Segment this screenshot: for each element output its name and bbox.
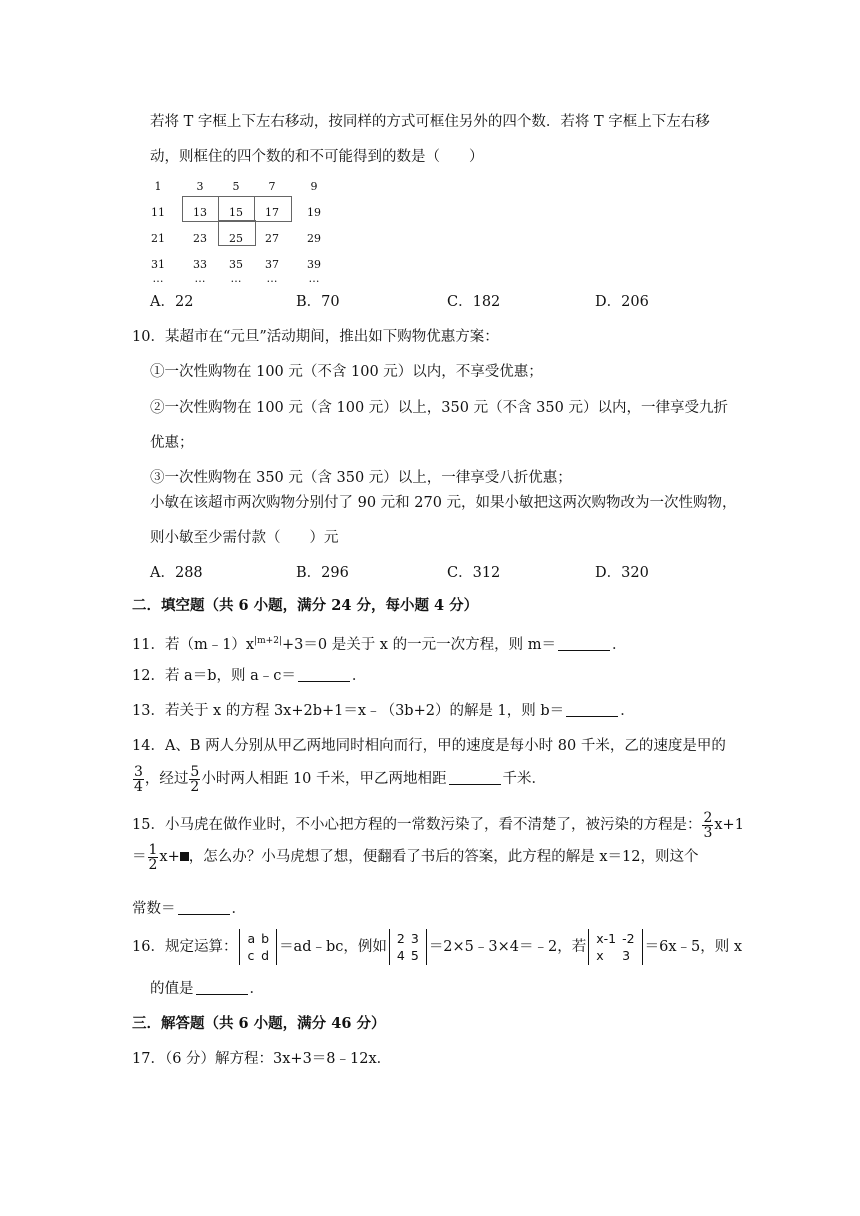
answer-blank[interactable] [558,636,610,651]
section-3-heading: 三．解答题（共 6 小题，满分 46 分） [132,1015,386,1032]
answer-blank[interactable] [178,900,230,915]
fraction: $\frac{2}{3}$ [703,809,713,841]
grid-cell: 11 [151,206,165,219]
q17: 17．（6 分）解方程：3x+3＝8﹣12x． [132,1051,392,1067]
grid-cell: 33 [193,258,207,271]
determinant-example: 2 3 4 5 [389,929,427,965]
q9-line1: 若将 T 字框上下左右移动，按同样的方式可框住另外的四个数．若将 T 字框上下左右移 [150,114,710,130]
grid-cell: 7 [268,180,276,193]
q10-option-c: C．312 [447,565,501,581]
grid-cell: … [266,272,278,285]
q11: 11．若$(m﹣1)x^{|m+2|}+3=0$ 是关于 x 的一元一次方程，则 m＝ ． [132,636,627,653]
grid-cell: 17 [265,206,279,219]
q9-option-d: D．206 [595,294,649,310]
grid-cell: 27 [265,232,279,245]
q14-line2: $\frac{3}{4}$ ，经过 $\frac{5}{2}$ 小时两人相距 10 千米，甲乙两地相距 千米． [134,763,547,795]
grid-cell: … [194,272,206,285]
grid-cell: 15 [229,206,243,219]
q10-rule2-cont: 优惠； [150,435,194,451]
grid-cell: … [230,272,242,285]
q9-option-b: B．70 [296,294,340,310]
q9-option-c: C．182 [447,294,501,310]
grid-cell: 35 [229,258,243,271]
determinant-abcd: a b c d [239,929,277,965]
q15-line1: 15．小马虎在做作业时，不小心把方程的一常数污染了，看不清楚了，被污染的方程是： $\frac{2}{3}$ x+1 [132,809,744,841]
grid-cell: 19 [307,206,321,219]
grid-cell: 29 [307,232,321,245]
answer-blank[interactable] [298,667,350,682]
q10-option-a: A．288 [150,565,203,581]
grid-cell: 3 [196,180,204,193]
q9-line2: 动，则框住的四个数的和不可能得到的数是（ ） [150,149,484,165]
fraction: $\frac{3}{4}$ [134,763,143,795]
q10-rule3: ③一次性购物在 350 元（含 350 元）以上，一律享受八折优惠； [150,470,572,486]
determinant-x: x-1 -2 x 3 [588,929,642,965]
grid-cell: 13 [193,206,207,219]
q10-option-d: D．320 [595,565,649,581]
q10-line6: 则小敏至少需付款（ ）元 [150,530,339,546]
grid-cell: 21 [151,232,165,245]
q10-line5: 小敏在该超市两次购物分别付了 90 元和 270 元，如果小敏把这两次购物改为一次性购物， [150,495,737,511]
grid-cell: 37 [265,258,279,271]
fraction: $\frac{5}{2}$ [190,763,200,795]
grid-cell: … [308,272,320,285]
q14-line1: 14．A、B 两人分别从甲乙两地同时相向而行，甲的速度是每小时 80 千米，乙的速度是甲的 [132,738,726,754]
grid-cell: 23 [193,232,207,245]
grid-cell: 25 [229,232,243,245]
section-2-heading: 二．填空题（共 6 小题，满分 24 分，每小题 4 分） [132,597,479,614]
answer-blank[interactable] [196,980,248,995]
smudge-square-icon [180,852,189,861]
q15-line3: 常数＝ ． [132,901,246,917]
q12: 12．若 a＝b，则 a﹣c＝ ． [132,668,367,684]
q13: 13．若关于 x 的方程 3x+2b+1＝x﹣（3b+2）的解是 1，则 b＝ ． [132,703,635,719]
q10-rule1: ①一次性购物在 100 元（不含 100 元）以内，不享受优惠； [150,364,543,380]
grid-cell: 5 [232,180,240,193]
q16-line2: 的值是 ． [150,981,264,997]
grid-cell: 39 [307,258,321,271]
grid-cell: … [152,272,164,285]
grid-cell: 1 [154,180,162,193]
grid-cell: 9 [310,180,318,193]
answer-blank[interactable] [449,770,501,785]
q9-option-a: A．22 [150,294,194,310]
grid-cell: 31 [151,258,165,271]
q10-rule2: ②一次性购物在 100 元（含 100 元）以上，350 元（不含 350 元）以内，一律享受九折 [150,400,728,416]
q16-line1: 16．规定运算： a b c d ＝ad﹣bc，例如 2 3 4 5 ＝2×5﹣3×4＝﹣2，若 x-1 -2 x 3 ＝6x﹣5，则 x [132,931,743,963]
fraction: $\frac{1}{2}$ [148,841,158,873]
q10-option-b: B．296 [296,565,349,581]
answer-blank[interactable] [566,702,618,717]
q15-line2: ＝ $\frac{1}{2}$ x+ ，怎么办？小马虎想了想，便翻看了书后的答案，此方程的解是 x＝12，则这个 [132,841,699,873]
q10-line1: 10．某超市在“元旦”活动期间，推出如下购物优惠方案： [132,329,499,345]
